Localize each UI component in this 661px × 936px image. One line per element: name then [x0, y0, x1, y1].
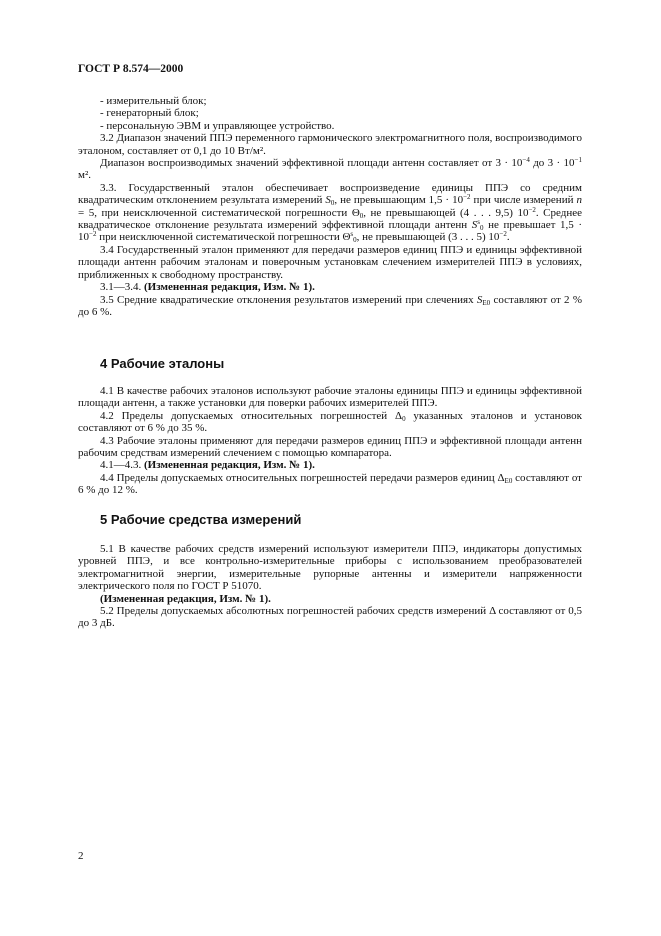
paragraph-4-4: 4.4 Пределы допускаемых относительных погрешностей передачи размеров единиц $\Delta_{Е0}$ составляют от 6 % до 12 %. — [78, 471, 582, 497]
page-number: 2 — [78, 850, 84, 862]
paragraph-3-5: 3.5 Средние квадратические отклонения результатов измерений при слечениях $S_{Е0}$ составляют от 2 % до 6 %. — [78, 293, 582, 318]
section-4-heading: 4 Рабочие эталоны — [100, 356, 225, 371]
paragraph-5-1: 5.1 В качестве рабочих средств измерений используют измерители ППЭ, индикаторы допустимых уровней ППЭ, и все контрольно-измерительные приборы с использованием преобразователей электромагнитной энергии, измерительные рупорные антенны и измерители напряженности электрического поля по ГОСТ Р 51070. — [78, 543, 582, 593]
paragraph-4-2: 4.2 Пределы допускаемых относительных погрешностей $\Delta_0$ указанных эталонов и установок составляют от 6 % до 35 %. — [78, 409, 582, 435]
paragraph-antenna-range: Диапазон воспроизводимых значений эффективной площади антенн составляет от $3 \cdot 10^{-4}$ до $3 \cdot 10^{-1}$ м². — [78, 156, 582, 182]
paragraph-3-3: 3.3. Государственный эталон обеспечивает воспроизведение единицы ППЭ со средним квадратическим отклонением результата измерений $S_0$, не превышающим $1,5 \cdot 10^{-2}$ при числе измерений n = 5, при неисключенной систематической погрешности $\Theta_0$, не превышающей (4 . . . 9,5) $10^{-2}$. Среднее квадратическое отклонение результата измерений эффективной площади антенн $S^s_0$ не превышает $1,5 \cdot 10^{-2}$ при неисключенной систематической погрешности $\Theta^s_0$, не превышающей (3 . . . 5) $10^{-2}$. — [78, 181, 583, 245]
amendment-note: 3.1—3.4. (Измененная редакция, Изм. № 1). — [100, 281, 315, 294]
amendment-note: (Измененная редакция, Изм. № 1). — [100, 592, 271, 605]
paragraph-5-2: 5.2 Пределы допускаемых абсолютных погрешностей рабочих средств измерений Δ составляют от 0,5 до 3 дБ. — [78, 605, 582, 630]
paragraph-4-3: 4.3 Рабочие эталоны применяют для передачи размеров единиц ППЭ и эффективной площади антенн рабочим средствам измерений слечением с помощью компаратора. — [78, 434, 582, 460]
list-item: - измерительный блок; — [100, 95, 207, 107]
section-3-block — [78, 95, 582, 318]
section-5-heading: 5 Рабочие средства измерений — [100, 512, 302, 527]
paragraph-3-4: 3.4 Государственный эталон применяют для передачи размеров единиц ППЭ и единицы эффективной площади антенн рабочим эталонам и поверочным установкам слечением измерителей ППЭ в условиях, приближенных к свободному пространству. — [78, 243, 582, 281]
amendment-note: 4.1—4.3. (Измененная редакция, Изм. № 1). — [100, 459, 315, 472]
document-header: ГОСТ Р 8.574—2000 — [78, 63, 184, 75]
section-4-block — [78, 385, 582, 497]
list-item: - генераторный блок; — [100, 107, 199, 120]
list-item: - персональную ЭВМ и управляющее устройство. — [100, 119, 335, 132]
paragraph-3-2: 3.2 Диапазон значений ППЭ переменного гармонического электромагнитного поля, воспроизводимого эталоном, составляет от 0,1 до 10 Вт/м². — [78, 132, 583, 157]
section-5-block — [78, 543, 582, 630]
paragraph-4-1: 4.1 В качестве рабочих эталонов используют рабочие эталоны единицы ППЭ и единицы эффективной площади антенн, а также установки для поверки рабочих измерителей ППЭ. — [78, 385, 582, 410]
